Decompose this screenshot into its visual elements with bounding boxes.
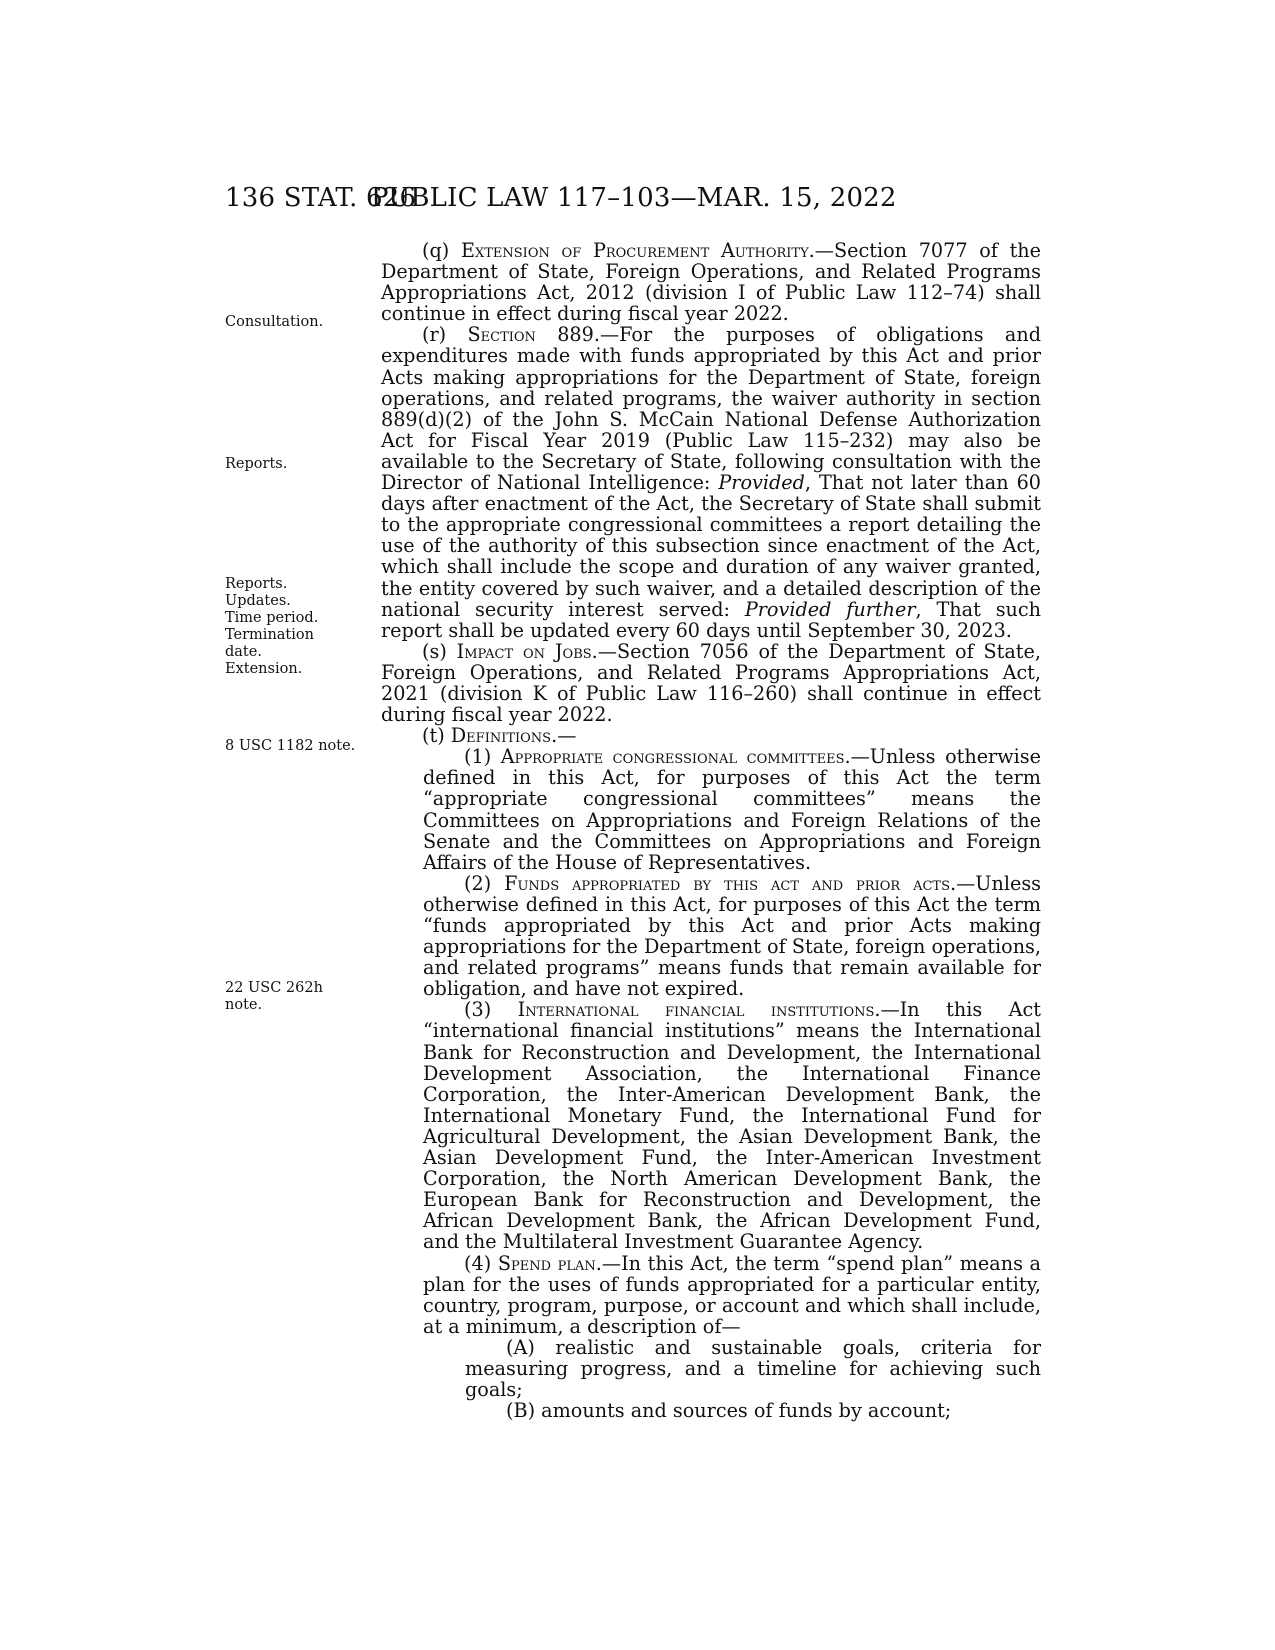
- public-law-title: PUBLIC LAW 117–103—MAR. 15, 2022: [371, 183, 897, 213]
- subsection-s-heading: Impact on Jobs.: [456, 639, 598, 663]
- margin-note-time-period: Time period.: [225, 610, 319, 626]
- margin-note-22-usc-262h: [225, 980, 365, 1014]
- margin-note-usc-line-1: 22 USC 262h: [225, 980, 323, 996]
- paragraph-t1-heading: Appropriate congressional committees.: [500, 745, 851, 769]
- subsection-r-heading: Section 889.: [467, 323, 600, 347]
- subparagraph-t4b: (B) amounts and sources of funds by account;: [506, 1399, 952, 1423]
- subsection-t-heading: Definitions.: [450, 724, 558, 748]
- paragraph-t1-number: (1): [464, 745, 492, 769]
- paragraph-t2-heading: Funds appropriated by this act and prior acts.: [504, 871, 957, 895]
- subsection-s-number: (s): [422, 639, 447, 663]
- paragraph-t3-heading: International financial institutions.: [517, 998, 881, 1022]
- paragraph-t3-number: (3): [464, 998, 492, 1022]
- subsection-t-dash: —: [557, 724, 577, 748]
- subsection-r-number: (r): [422, 323, 447, 347]
- margin-note-termination: Termination: [225, 627, 314, 643]
- subsection-s: [381, 641, 1041, 725]
- subsection-t-number: (t): [422, 724, 445, 748]
- paragraph-t1-text: —Unless otherwise defined in this Act, for purposes of this Act the term “appropriate congressional committees” means the Committees on Appropriations and Foreign Relations of the Senate and the Committees on Appropriations and Foreign Affairs of the House of Representatives.: [423, 745, 1041, 874]
- margin-note-8-usc-1182: 8 USC 1182 note.: [225, 738, 356, 754]
- margin-note-extension: Extension.: [225, 661, 303, 677]
- subsection-q-heading: Extension of Procurement Authority.: [460, 239, 815, 262]
- subsection-r-text-3: , That such report shall be updated every 60 days until September 30, 2023.: [381, 597, 1042, 642]
- subparagraph-t4a: (A) realistic and sustainable goals, criteria for measuring progress, and a timeline for achieving such goals;: [465, 1335, 1041, 1402]
- margin-note-updates: Updates.: [225, 593, 291, 609]
- paragraph-t4-number: (4): [464, 1251, 492, 1275]
- stat-page-number: 136 STAT. 626: [225, 183, 417, 213]
- subsection-r-text-1: —For the purposes of obligations and expenditures made with funds appropriated by this Act and prior Acts making appropriations for the Department of State, foreign operations, and related programs, the waiver authority in section 889(d)(2) of the John S. McCain National Defense Authorization Act for Fiscal Year 2019 (Public Law 115–232) may also be available to the Secretary of State, following consultation with the Director of National Intelligence:: [381, 323, 1041, 495]
- margin-note-reports: Reports.: [225, 456, 288, 472]
- margin-note-group: [225, 576, 365, 678]
- page-header: [225, 183, 1043, 223]
- margin-note-consultation: Consultation.: [225, 314, 324, 330]
- subsection-t: [381, 725, 1041, 746]
- margin-note-usc-line-2: note.: [225, 997, 263, 1013]
- subsection-r: [381, 324, 1041, 640]
- paragraph-t3-text: —In this Act “international financial institutions” means the International Bank for Reconstruction and Development, the International Development Association, the International Finance Corporation, the Inter-American Development Bank, the International Monetary Fund, the International Fund for Agricultural Development, the Asian Development Bank, the Asian Development Fund, the Inter-American Investment Corporation, the North American Development Bank, the European Bank for Reconstruction and Development, the African Development Bank, the African Development Fund, and the Multilateral Investment Guarantee Agency.: [423, 998, 1041, 1254]
- paragraph-t3: [381, 999, 1041, 1252]
- subsection-q-number: (q): [422, 239, 450, 262]
- subsection-s-text: —Section 7056 of the Department of State, Foreign Operations, and Related Programs Appropriations Act, 2021 (division K of Public Law 116–260) shall continue in effect during fiscal year 2022.: [381, 639, 1041, 727]
- subsection-r-text-2: , That not later than 60 days after enactment of the Act, the Secretary of State shall submit to the appropriate congressional committees a report detailing the use of the authority of this subsection since enactment of the Act, which shall include the scope and duration of any waiver granted, the entity covered by such waiver, and a detailed description of the national security interest served:: [381, 471, 1041, 621]
- paragraph-t1: [381, 746, 1041, 873]
- paragraph-t4: [381, 1253, 1041, 1337]
- margin-note-reports: Reports.: [225, 576, 288, 592]
- paragraph-t2-text: —Unless otherwise defined in this Act, for purposes of this Act the term “funds appropriated by this Act and prior Acts making appropriations for the Department of State, foreign operations, and related programs” means funds that remain available for obligation, and have not expired.: [423, 871, 1042, 1001]
- subsection-q-text: —Section 7077 of the Department of State, Foreign Operations, and Related Programs Appropriations Act, 2012 (division I of Public Law 112–74) shall continue in effect during fiscal year 2022.: [381, 239, 1042, 326]
- margin-note-date: date.: [225, 644, 262, 660]
- document-body: [381, 240, 1041, 1421]
- subsection-r-provided: Provided: [718, 471, 805, 495]
- subsection-r-provided-further: Provided further: [744, 597, 916, 621]
- paragraph-t4-heading: Spend plan.: [497, 1251, 602, 1275]
- subsection-q: [381, 240, 1041, 324]
- paragraph-t4-text: —In this Act, the term “spend plan” means a plan for the uses of funds appropriated for a particular entity, country, program, purpose, or account and which shall include, at a minimum, a description of—: [423, 1251, 1041, 1338]
- paragraph-t2-number: (2): [464, 871, 492, 895]
- paragraph-t2: [381, 873, 1041, 1000]
